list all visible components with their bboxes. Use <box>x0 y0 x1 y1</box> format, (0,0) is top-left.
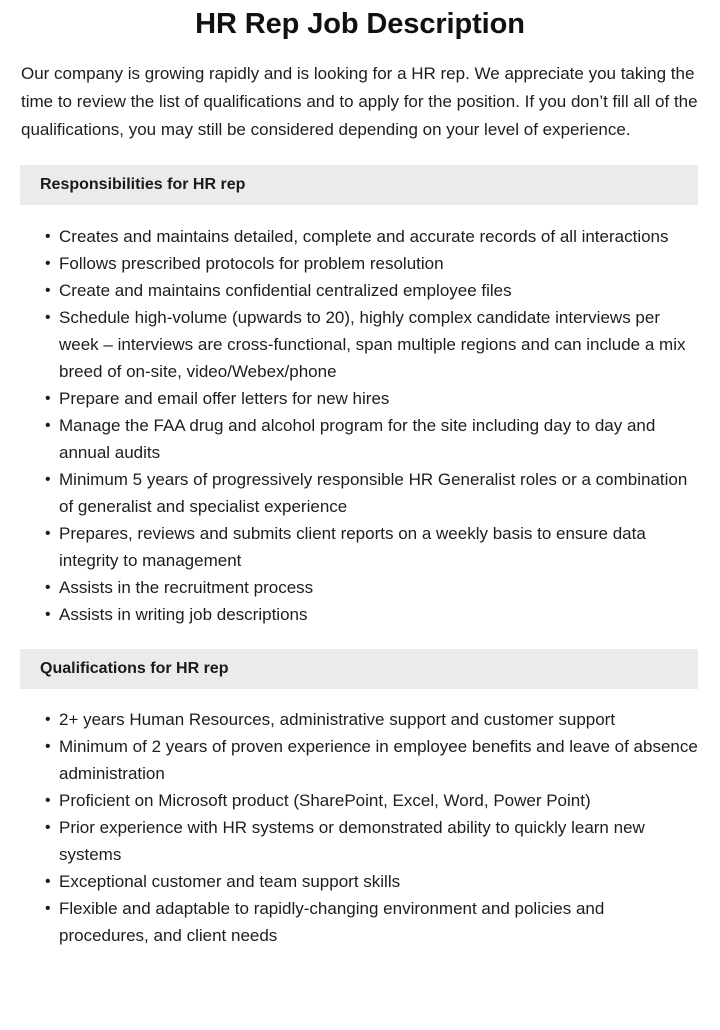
intro-paragraph: Our company is growing rapidly and is looking for a HR rep. We appreciate you taking the time to review the list of qualifications and to apply for the position. If you don’t fill all of the qualifications, you may still be considered depending on your level of experience. <box>21 64 698 139</box>
section-responsibilities <box>0 165 720 628</box>
list-item: • Schedule high-volume (upwards to 20), highly complex candidate interviews per week – interviews are cross-functional, span multiple regions and can include a mix breed of on-site, video/Webex/phone <box>45 304 698 385</box>
list-item: • Proficient on Microsoft product (SharePoint, Excel, Word, Power Point) <box>45 787 698 814</box>
list-item: • Prepares, reviews and submits client reports on a weekly basis to ensure data integrity to management <box>45 520 698 574</box>
list-item: • Flexible and adaptable to rapidly-changing environment and policies and procedures, and client needs <box>45 895 698 949</box>
list-item: • Exceptional customer and team support skills <box>45 868 698 895</box>
list-item: • Assists in the recruitment process <box>45 574 698 601</box>
list-item: • Assists in writing job descriptions <box>45 601 698 628</box>
section-header-responsibilities: Responsibilities for HR rep <box>20 165 698 205</box>
section-qualifications <box>0 649 720 949</box>
page-title: HR Rep Job Description <box>195 8 525 40</box>
section-header-qualifications: Qualifications for HR rep <box>20 649 698 689</box>
list-item: • Prepare and email offer letters for new hires <box>45 385 698 412</box>
qualifications-list <box>0 689 720 949</box>
list-item: • Minimum 5 years of progressively responsible HR Generalist roles or a combination of generalist and specialist experience <box>45 466 698 520</box>
list-item: • Create and maintains confidential centralized employee files <box>45 277 698 304</box>
list-item: • Creates and maintains detailed, complete and accurate records of all interactions <box>45 223 698 250</box>
list-item: • Minimum of 2 years of proven experience in employee benefits and leave of absence administration <box>45 733 698 787</box>
list-item: • 2+ years Human Resources, administrative support and customer support <box>45 706 698 733</box>
list-item: • Manage the FAA drug and alcohol program for the site including day to day and annual audits <box>45 412 698 466</box>
responsibilities-list <box>0 205 720 628</box>
list-item: • Prior experience with HR systems or demonstrated ability to quickly learn new systems <box>45 814 698 868</box>
list-item: • Follows prescribed protocols for problem resolution <box>45 250 698 277</box>
